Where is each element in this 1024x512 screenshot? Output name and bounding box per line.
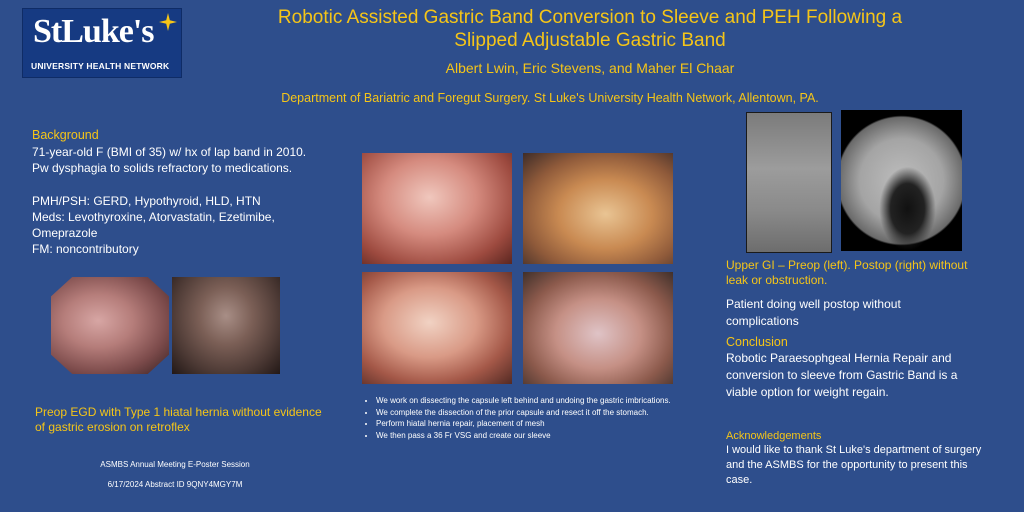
- conclusion-heading: Conclusion: [726, 335, 788, 349]
- surgery-image-2: [523, 153, 673, 264]
- logo: [22, 8, 182, 78]
- title-line-2: Slipped Adjustable Gastric Band: [454, 30, 726, 51]
- family-history: FM: noncontributory: [32, 242, 139, 256]
- patient-outcome: Patient doing well postop without complications: [726, 297, 901, 328]
- logo-subtitle: UNIVERSITY HEALTH NETWORK: [31, 61, 170, 71]
- abstract-date: 6/17/2024 Abstract ID 9QNY4MGY7M: [107, 480, 243, 489]
- authors: Albert Lwin, Eric Stevens, and Maher El Chaar: [445, 60, 735, 76]
- poster-title: [200, 6, 980, 52]
- background-heading: Background: [32, 128, 99, 142]
- procedure-step: • Perform hiatal hernia repair, placement of mesh: [376, 419, 686, 430]
- surgery-image-1: [362, 153, 512, 264]
- acknowledgements-body: I would like to thank St Luke's department of surgery and the ASMBS for the opportunity to present this case.: [726, 444, 982, 486]
- procedure-step: • We then pass a 36 Fr VSG and create our sleeve: [376, 431, 686, 442]
- pmh-psh: PMH/PSH: GERD, Hypothyroid, HLD, HTN: [32, 194, 261, 208]
- background-line-1: 71-year-old F (BMI of 35) w/ hx of lap band in 2010.: [32, 145, 307, 159]
- egd-caption: Preop EGD with Type 1 hiatal hernia without evidence of gastric erosion on retroflex: [35, 405, 322, 434]
- logo-wordmark: StLuke's: [33, 13, 154, 50]
- background-line-2: Pw dysphagia to solids refractory to medications.: [32, 161, 293, 175]
- egd-image-1: [51, 277, 169, 374]
- upper-gi-caption: Upper GI – Preop (left). Postop (right) without leak or obstruction.: [726, 258, 968, 287]
- surgery-image-3: [362, 272, 512, 384]
- egd-image-2: [172, 277, 280, 374]
- upper-gi-preop-image: [746, 112, 832, 253]
- surgery-image-4: [523, 272, 673, 384]
- medications: Meds: Levothyroxine, Atorvastatin, Ezetimibe, Omeprazole: [32, 210, 275, 240]
- procedure-step: • We complete the dissection of the prior capsule and resect it off the stomach.: [376, 408, 686, 419]
- upper-gi-postop-image: [841, 110, 962, 251]
- session-label: ASMBS Annual Meeting E-Poster Session: [100, 460, 250, 469]
- acknowledgements-heading: Acknowledgements: [726, 430, 822, 442]
- procedure-step: • We work on dissecting the capsule left behind and undoing the gastric imbrications.: [376, 396, 686, 407]
- conclusion-body: Robotic Paraesophgeal Hernia Repair and conversion to sleeve from Gastric Band is a viable option for weight regain.: [726, 351, 958, 399]
- star-icon: [159, 13, 177, 31]
- procedure-steps: [362, 396, 686, 442]
- title-line-1: Robotic Assisted Gastric Band Conversion to Sleeve and PEH Following a: [277, 7, 903, 28]
- department: Department of Bariatric and Foregut Surgery. St Luke's University Health Network, Allentown, PA.: [281, 91, 819, 105]
